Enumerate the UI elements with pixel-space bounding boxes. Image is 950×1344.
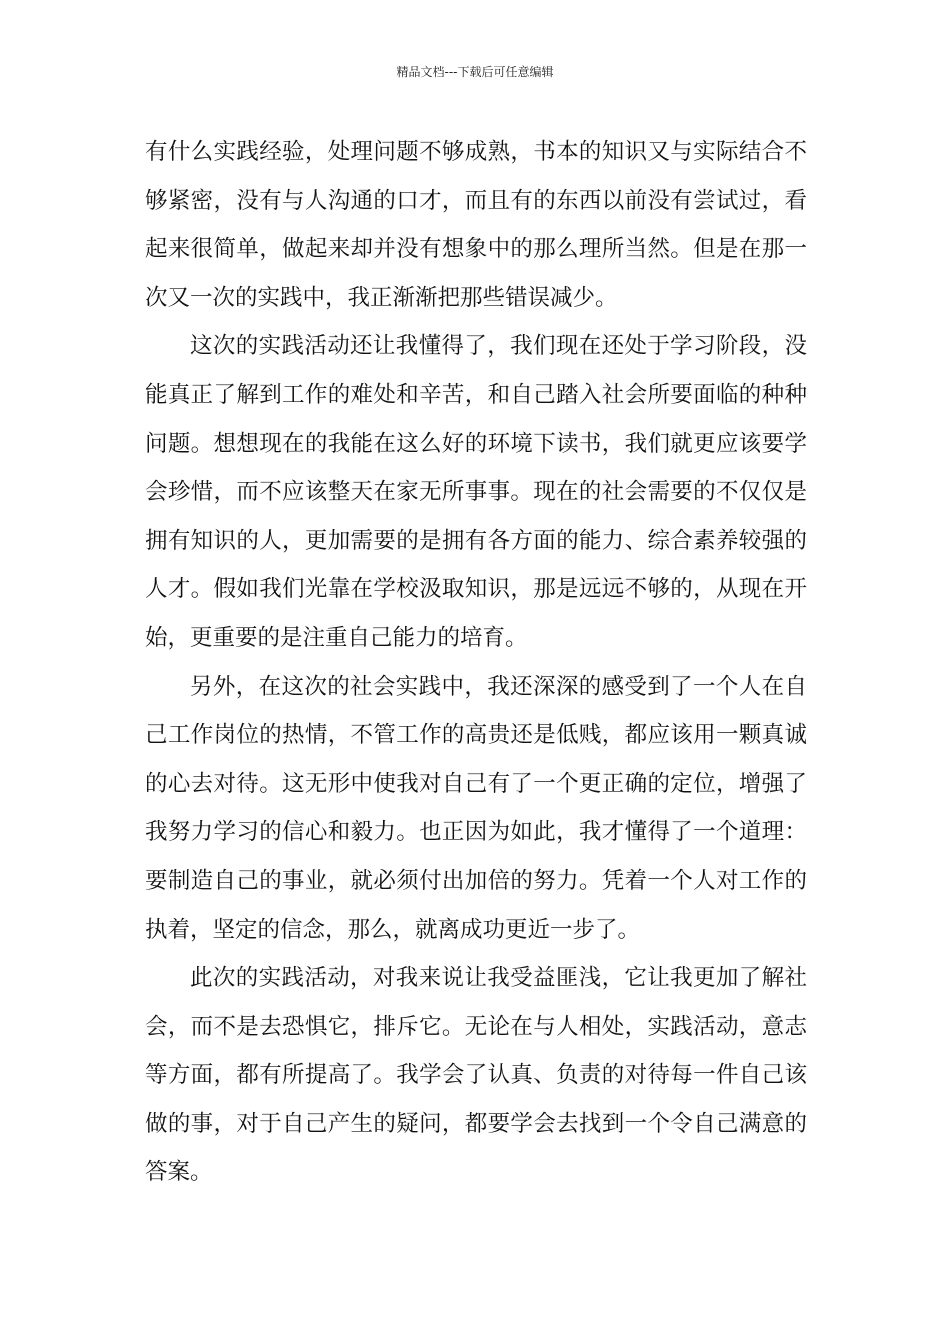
paragraph-1: 有什么实践经验，处理问题不够成熟，书本的知识又与实际结合不够紧密，没有与人沟通的口才，而且有的东西以前没有尝试过，看起来很简单，做起来却并没有想象中的那么理所当然。但是在那一次又一次的实践中，我正渐渐把那些错误减少。 bbox=[145, 139, 807, 311]
paragraph-2: 这次的实践活动还让我懂得了，我们现在还处于学习阶段，没能真正了解到工作的难处和辛苦，和自己踏入社会所要面临的种种问题。想想现在的我能在这么好的环境下读书，我们就更应该要学会珍惜，而不应该整天在家无所事事。现在的社会需要的不仅仅是拥有知识的人，更加需要的是拥有各方面的能力、综合素养较强的人才。假如我们光靠在学校汲取知识，那是远远不够的，从现在开始，更重要的是注重自己能力的培育。 bbox=[145, 333, 807, 651]
document-body bbox=[145, 128, 807, 1197]
paragraph-4: 此次的实践活动，对我来说让我受益匪浅，它让我更加了解社会，而不是去恐惧它，排斥它。无论在与人相处，实践活动，意志等方面，都有所提高了。我学会了认真、负责的对待每一件自己该做的事，对于自己产生的疑问，都要学会去找到一个令自己满意的答案。 bbox=[145, 965, 807, 1186]
page-header: 精品文档---下载后可任意编辑 bbox=[396, 65, 554, 79]
paragraph-3: 另外，在这次的社会实践中，我还深深的感受到了一个人在自己工作岗位的热情，不管工作的高贵还是低贱，都应该用一颗真诚的心去对待。这无形中使我对自己有了一个更正确的定位，增强了我努力学习的信心和毅力。也正因为如此，我才懂得了一个道理：要制造自己的事业，就必须付出加倍的努力。凭着一个人对工作的执着，坚定的信念，那么，就离成功更近一步了。 bbox=[145, 673, 807, 943]
